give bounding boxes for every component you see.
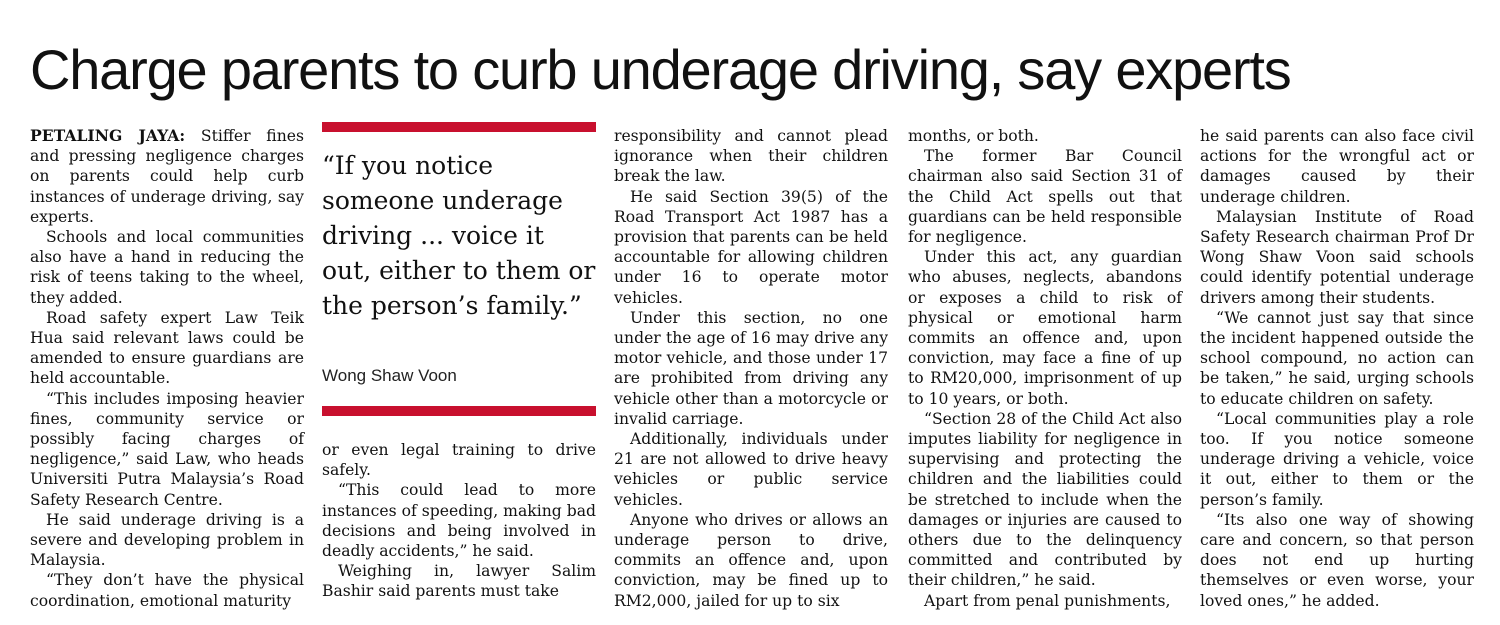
pull-quote-attribution: Wong Shaw Voon <box>322 366 457 385</box>
pull-quote-bottom-rule <box>322 406 596 416</box>
paragraph: Schools and local communities also have a hand in reducing the risk of teens taking to the wheel, they added. <box>30 228 304 307</box>
paragraph: responsibility and cannot plead ignorance when their children break the law. <box>614 127 888 186</box>
article-column-5 <box>1200 126 1474 611</box>
paragraph: “This could lead to more instances of speeding, making bad decisions and being involved in deadly accidents,” he said. <box>322 481 596 561</box>
paragraph: He said Section 39(5) of the Road Transport Act 1987 has a provision that parents can be held accountable for allowing children under 16 to operate motor vehicles. <box>614 187 888 307</box>
article-column-4 <box>908 126 1182 611</box>
paragraph: he said parents can also face civil actions for the wrongful act or damages caused by their underage children. <box>1200 127 1474 206</box>
paragraph: “This includes imposing heavier fines, community service or possibly facing charges of negligence,” said Law, who heads Universiti Putra Malaysia’s Road Safety Research Centre. <box>30 389 304 509</box>
paragraph: Malaysian Institute of Road Safety Research chairman Prof Dr Wong Shaw Voon said schools could identify potential underage drivers among their students. <box>1200 207 1474 307</box>
paragraph: “Local communities play a role too. If you notice someone underage driving a vehicle, voice it out, either to them or the person’s family. <box>1200 409 1474 509</box>
paragraph <box>30 126 304 227</box>
paragraph: “Its also one way of showing care and concern, so that person does not end up hurting themselves or even worse, your loved ones,” he added. <box>1200 510 1474 610</box>
paragraph: Weighing in, lawyer Salim Bashir said parents must take <box>322 562 596 601</box>
article-column-1 <box>30 126 304 611</box>
paragraph: Under this section, no one under the age of 16 may drive any motor vehicle, and those under 17 are prohibited from driving any vehicle other than a motorcycle or invalid carriage. <box>614 308 888 428</box>
paragraph: “They don’t have the physical coordination, emotional maturity <box>30 571 304 610</box>
pull-quote <box>322 122 596 420</box>
article-column-3 <box>614 126 888 611</box>
dateline: PETALING JAYA: <box>30 126 186 145</box>
headline: Charge parents to curb underage driving, say experts <box>30 38 1291 101</box>
paragraph: The former Bar Council chairman also said Section 31 of the Child Act spells out that guardians can be held responsible for negligence. <box>908 147 1182 247</box>
paragraph: months, or both. <box>908 127 1039 145</box>
pull-quote-text: “If you notice someone underage driving ... voice it out, either to them or the person’s family.” <box>322 151 596 320</box>
paragraph: Additionally, individuals under 21 are not allowed to drive heavy vehicles or public service vehicles. <box>614 430 888 509</box>
paragraph: Anyone who drives or allows an underage person to drive, commits an offence and, upon conviction, may be fined up to RM2,000, jailed for up to six <box>614 510 888 610</box>
paragraph: He said underage driving is a severe and developing problem in Malaysia. <box>30 510 304 570</box>
paragraph: Road safety expert Law Teik Hua said relevant laws could be amended to ensure guardians are held accountable. <box>30 308 304 388</box>
paragraph: or even legal training to drive safely. <box>322 441 596 480</box>
pull-quote-top-rule <box>322 122 596 132</box>
article-column-2 <box>322 440 596 602</box>
lede-text: Stiffer fines and pressing negligence charges on parents could help curb instances of underage driving, say experts. <box>30 127 304 226</box>
paragraph: “We cannot just say that since the incident happened outside the school compound, no action can be taken,” he said, urging schools to educate children on safety. <box>1200 308 1474 408</box>
paragraph: Apart from penal punishments, <box>924 591 1171 610</box>
paragraph: Under this act, any guardian who abuses, neglects, abandons or exposes a child to risk of physical or emotional harm commits an offence and, upon conviction, may face a fine of up to RM20,000, imprisonment of up to 10 years, or both. <box>908 248 1182 408</box>
paragraph: “Section 28 of the Child Act also imputes liability for negligence in supervising and protecting the children and the liabilities could be stretched to include when the damages or injuries are caused to others due to the delinquency committed and contributed by their children,” he said. <box>908 409 1182 590</box>
